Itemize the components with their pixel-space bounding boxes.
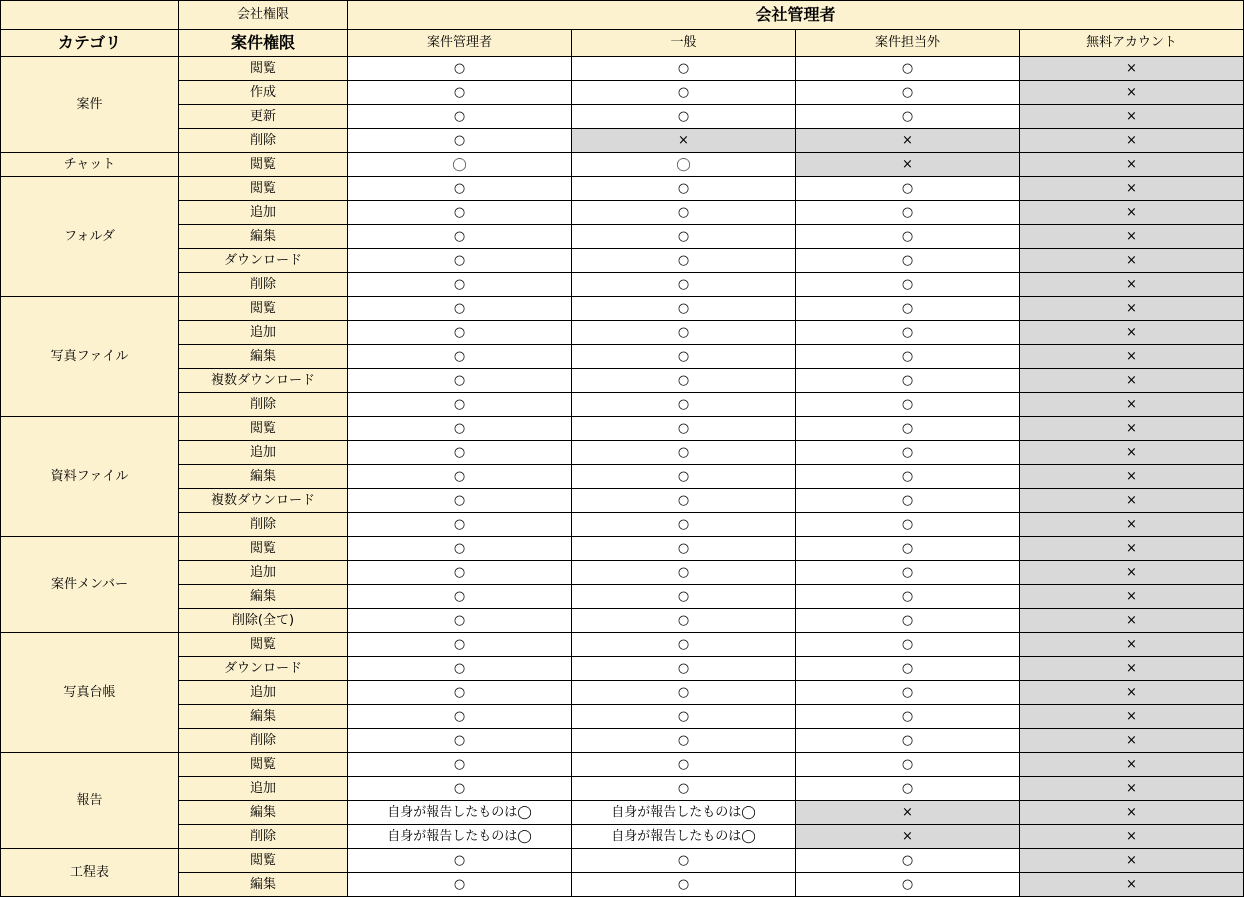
denied-mark: ×: [1020, 417, 1244, 441]
allowed-mark: ○: [572, 177, 796, 201]
permission-name-cell: 編集: [179, 873, 348, 897]
allowed-mark: ○: [572, 609, 796, 633]
permission-name-cell: 編集: [179, 801, 348, 825]
denied-mark: ×: [1020, 513, 1244, 537]
denied-mark: ×: [1020, 393, 1244, 417]
allowed-mark: ○: [796, 705, 1020, 729]
table-row: [1, 177, 1244, 201]
denied-mark: ×: [1020, 345, 1244, 369]
permission-name-cell: ダウンロード: [179, 657, 348, 681]
allowed-mark: ○: [796, 729, 1020, 753]
allowed-mark: ○: [348, 705, 572, 729]
allowed-mark: ○: [348, 441, 572, 465]
table-row: [1, 441, 1244, 465]
allowed-mark: ○: [572, 873, 796, 897]
denied-mark: ×: [1020, 729, 1244, 753]
allowed-mark: ○: [348, 105, 572, 129]
role-header-general: 一般: [572, 30, 796, 57]
permission-name-cell: 閲覧: [179, 57, 348, 81]
table-row: [1, 849, 1244, 873]
permission-name-cell: 追加: [179, 321, 348, 345]
allowed-mark: ○: [572, 465, 796, 489]
allowed-mark: ○: [572, 81, 796, 105]
allowed-mark: ○: [796, 681, 1020, 705]
table-row: [1, 57, 1244, 81]
company-admin-label: 会社管理者: [348, 1, 1244, 30]
denied-mark: ×: [796, 153, 1020, 177]
denied-mark: ×: [1020, 681, 1244, 705]
category-cell: 案件メンバー: [1, 537, 179, 633]
allowed-mark: ○: [796, 105, 1020, 129]
denied-mark: ×: [796, 801, 1020, 825]
allowed-mark: ○: [572, 681, 796, 705]
denied-mark: ×: [1020, 657, 1244, 681]
denied-mark: ×: [1020, 705, 1244, 729]
table-row: [1, 297, 1244, 321]
allowed-mark: ○: [572, 297, 796, 321]
table-row: [1, 825, 1244, 849]
allowed-mark: ○: [348, 177, 572, 201]
permission-name-cell: 閲覧: [179, 753, 348, 777]
role-header-project-manager: 案件管理者: [348, 30, 572, 57]
denied-mark: ×: [1020, 369, 1244, 393]
allowed-mark: ○: [572, 57, 796, 81]
denied-mark: ×: [1020, 249, 1244, 273]
allowed-mark: ○: [348, 777, 572, 801]
table-row: [1, 609, 1244, 633]
table-row: [1, 345, 1244, 369]
allowed-mark: ○: [796, 489, 1020, 513]
allowed-mark: ○: [796, 249, 1020, 273]
category-cell: 資料ファイル: [1, 417, 179, 537]
category-cell: 写真台帳: [1, 633, 179, 753]
permission-name-cell: 編集: [179, 225, 348, 249]
project-permission-column-header: 案件権限: [179, 30, 348, 57]
permission-name-cell: 編集: [179, 465, 348, 489]
allowed-mark: ○: [796, 177, 1020, 201]
allowed-mark: ○: [348, 345, 572, 369]
table-row: [1, 561, 1244, 585]
allowed-mark: ○: [572, 513, 796, 537]
denied-mark: ×: [1020, 849, 1244, 873]
denied-mark: ×: [796, 129, 1020, 153]
permission-name-cell: 削除: [179, 513, 348, 537]
allowed-mark: ○: [348, 273, 572, 297]
allowed-mark: ○: [796, 273, 1020, 297]
denied-mark: ×: [1020, 225, 1244, 249]
header-row-second: [1, 30, 1244, 57]
table-row: [1, 153, 1244, 177]
allowed-mark: ○: [796, 441, 1020, 465]
allowed-mark: ○: [348, 609, 572, 633]
conditional-note: 自身が報告したものは◯: [572, 801, 796, 825]
table-row: [1, 513, 1244, 537]
allowed-mark: ○: [796, 393, 1020, 417]
permission-name-cell: ダウンロード: [179, 249, 348, 273]
category-cell: 写真ファイル: [1, 297, 179, 417]
allowed-mark: ○: [348, 561, 572, 585]
company-permission-label: 会社権限: [179, 1, 348, 30]
table-row: [1, 249, 1244, 273]
table-row: [1, 801, 1244, 825]
allowed-mark: ○: [796, 57, 1020, 81]
denied-mark: ×: [1020, 177, 1244, 201]
table-row: [1, 105, 1244, 129]
allowed-mark: ○: [796, 585, 1020, 609]
allowed-mark: ○: [796, 297, 1020, 321]
denied-mark: ×: [1020, 273, 1244, 297]
permission-name-cell: 追加: [179, 201, 348, 225]
denied-mark: ×: [1020, 873, 1244, 897]
conditional-note: 自身が報告したものは◯: [572, 825, 796, 849]
allowed-mark: ○: [796, 753, 1020, 777]
allowed-mark: ○: [796, 369, 1020, 393]
denied-mark: ×: [1020, 153, 1244, 177]
permission-name-cell: 削除: [179, 393, 348, 417]
permission-name-cell: 削除: [179, 729, 348, 753]
table-row: [1, 729, 1244, 753]
denied-mark: ×: [1020, 57, 1244, 81]
allowed-mark: ○: [348, 633, 572, 657]
permission-name-cell: 閲覧: [179, 849, 348, 873]
permission-name-cell: 追加: [179, 441, 348, 465]
allowed-mark: ○: [796, 873, 1020, 897]
denied-mark: ×: [1020, 585, 1244, 609]
table-row: [1, 537, 1244, 561]
table-row: [1, 417, 1244, 441]
permission-name-cell: 閲覧: [179, 537, 348, 561]
allowed-mark: ○: [572, 585, 796, 609]
denied-mark: ×: [1020, 105, 1244, 129]
denied-mark: ×: [1020, 201, 1244, 225]
allowed-mark: ○: [572, 225, 796, 249]
header-row-top: [1, 1, 1244, 30]
table-row: [1, 465, 1244, 489]
allowed-mark: ○: [348, 201, 572, 225]
denied-mark: ×: [1020, 633, 1244, 657]
allowed-mark: ○: [572, 417, 796, 441]
allowed-mark: ○: [348, 393, 572, 417]
allowed-mark: ○: [796, 609, 1020, 633]
allowed-mark: ○: [348, 249, 572, 273]
permission-name-cell: 複数ダウンロード: [179, 369, 348, 393]
category-cell: 工程表: [1, 849, 179, 897]
allowed-mark: ○: [348, 537, 572, 561]
allowed-mark: ○: [796, 345, 1020, 369]
allowed-mark: ○: [572, 489, 796, 513]
table-row: [1, 201, 1244, 225]
permission-name-cell: 閲覧: [179, 177, 348, 201]
table-row: [1, 657, 1244, 681]
table-body: [1, 57, 1244, 897]
permission-name-cell: 編集: [179, 705, 348, 729]
allowed-mark: ◯: [348, 153, 572, 177]
permission-name-cell: 閲覧: [179, 633, 348, 657]
conditional-note: 自身が報告したものは◯: [348, 825, 572, 849]
allowed-mark: ○: [348, 57, 572, 81]
denied-mark: ×: [1020, 801, 1244, 825]
allowed-mark: ○: [796, 201, 1020, 225]
table-row: [1, 225, 1244, 249]
table-row: [1, 393, 1244, 417]
permission-name-cell: 編集: [179, 345, 348, 369]
denied-mark: ×: [796, 825, 1020, 849]
allowed-mark: ◯: [572, 153, 796, 177]
allowed-mark: ○: [348, 849, 572, 873]
table-row: [1, 273, 1244, 297]
category-column-header: カテゴリ: [1, 30, 179, 57]
allowed-mark: ○: [348, 489, 572, 513]
allowed-mark: ○: [348, 297, 572, 321]
allowed-mark: ○: [348, 513, 572, 537]
permission-name-cell: 編集: [179, 585, 348, 609]
allowed-mark: ○: [796, 657, 1020, 681]
denied-mark: ×: [1020, 537, 1244, 561]
allowed-mark: ○: [572, 345, 796, 369]
allowed-mark: ○: [796, 81, 1020, 105]
allowed-mark: ○: [348, 585, 572, 609]
role-header-not-assigned: 案件担当外: [796, 30, 1020, 57]
table-row: [1, 753, 1244, 777]
denied-mark: ×: [1020, 825, 1244, 849]
table-row: [1, 81, 1244, 105]
header-blank-cell: [1, 1, 179, 30]
permission-name-cell: 作成: [179, 81, 348, 105]
permission-name-cell: 追加: [179, 777, 348, 801]
permission-name-cell: 閲覧: [179, 153, 348, 177]
table-row: [1, 585, 1244, 609]
permission-name-cell: 削除: [179, 273, 348, 297]
table-row: [1, 369, 1244, 393]
allowed-mark: ○: [348, 873, 572, 897]
denied-mark: ×: [1020, 777, 1244, 801]
allowed-mark: ○: [572, 729, 796, 753]
allowed-mark: ○: [572, 369, 796, 393]
allowed-mark: ○: [348, 417, 572, 441]
category-cell: フォルダ: [1, 177, 179, 297]
denied-mark: ×: [1020, 609, 1244, 633]
category-cell: チャット: [1, 153, 179, 177]
denied-mark: ×: [572, 129, 796, 153]
allowed-mark: ○: [348, 465, 572, 489]
allowed-mark: ○: [796, 561, 1020, 585]
allowed-mark: ○: [348, 321, 572, 345]
denied-mark: ×: [1020, 441, 1244, 465]
allowed-mark: ○: [572, 849, 796, 873]
allowed-mark: ○: [572, 561, 796, 585]
table-row: [1, 633, 1244, 657]
allowed-mark: ○: [348, 81, 572, 105]
role-header-free-account: 無料アカウント: [1020, 30, 1244, 57]
permission-name-cell: 追加: [179, 561, 348, 585]
category-cell: 案件: [1, 57, 179, 153]
table-row: [1, 489, 1244, 513]
allowed-mark: ○: [572, 753, 796, 777]
permission-name-cell: 閲覧: [179, 297, 348, 321]
denied-mark: ×: [1020, 489, 1244, 513]
allowed-mark: ○: [796, 537, 1020, 561]
permission-name-cell: 削除(全て): [179, 609, 348, 633]
allowed-mark: ○: [572, 777, 796, 801]
denied-mark: ×: [1020, 297, 1244, 321]
denied-mark: ×: [1020, 129, 1244, 153]
category-cell: 報告: [1, 753, 179, 849]
allowed-mark: ○: [572, 633, 796, 657]
allowed-mark: ○: [348, 225, 572, 249]
allowed-mark: ○: [572, 321, 796, 345]
denied-mark: ×: [1020, 81, 1244, 105]
allowed-mark: ○: [572, 249, 796, 273]
allowed-mark: ○: [572, 105, 796, 129]
allowed-mark: ○: [572, 657, 796, 681]
permission-name-cell: 複数ダウンロード: [179, 489, 348, 513]
allowed-mark: ○: [348, 729, 572, 753]
allowed-mark: ○: [572, 705, 796, 729]
permission-name-cell: 更新: [179, 105, 348, 129]
denied-mark: ×: [1020, 465, 1244, 489]
permission-name-cell: 削除: [179, 129, 348, 153]
allowed-mark: ○: [796, 513, 1020, 537]
allowed-mark: ○: [348, 681, 572, 705]
table-row: [1, 129, 1244, 153]
allowed-mark: ○: [572, 441, 796, 465]
denied-mark: ×: [1020, 321, 1244, 345]
table-row: [1, 321, 1244, 345]
allowed-mark: ○: [796, 777, 1020, 801]
allowed-mark: ○: [348, 657, 572, 681]
conditional-note: 自身が報告したものは◯: [348, 801, 572, 825]
allowed-mark: ○: [796, 633, 1020, 657]
permission-name-cell: 追加: [179, 681, 348, 705]
allowed-mark: ○: [348, 753, 572, 777]
permission-name-cell: 閲覧: [179, 417, 348, 441]
permission-name-cell: 削除: [179, 825, 348, 849]
allowed-mark: ○: [572, 393, 796, 417]
allowed-mark: ○: [796, 321, 1020, 345]
table-row: [1, 777, 1244, 801]
allowed-mark: ○: [572, 537, 796, 561]
allowed-mark: ○: [796, 225, 1020, 249]
allowed-mark: ○: [572, 201, 796, 225]
table-row: [1, 873, 1244, 897]
allowed-mark: ○: [348, 129, 572, 153]
allowed-mark: ○: [796, 417, 1020, 441]
table-row: [1, 705, 1244, 729]
allowed-mark: ○: [796, 849, 1020, 873]
allowed-mark: ○: [348, 369, 572, 393]
allowed-mark: ○: [572, 273, 796, 297]
allowed-mark: ○: [796, 465, 1020, 489]
table-header: [1, 1, 1244, 57]
denied-mark: ×: [1020, 561, 1244, 585]
table-row: [1, 681, 1244, 705]
denied-mark: ×: [1020, 753, 1244, 777]
